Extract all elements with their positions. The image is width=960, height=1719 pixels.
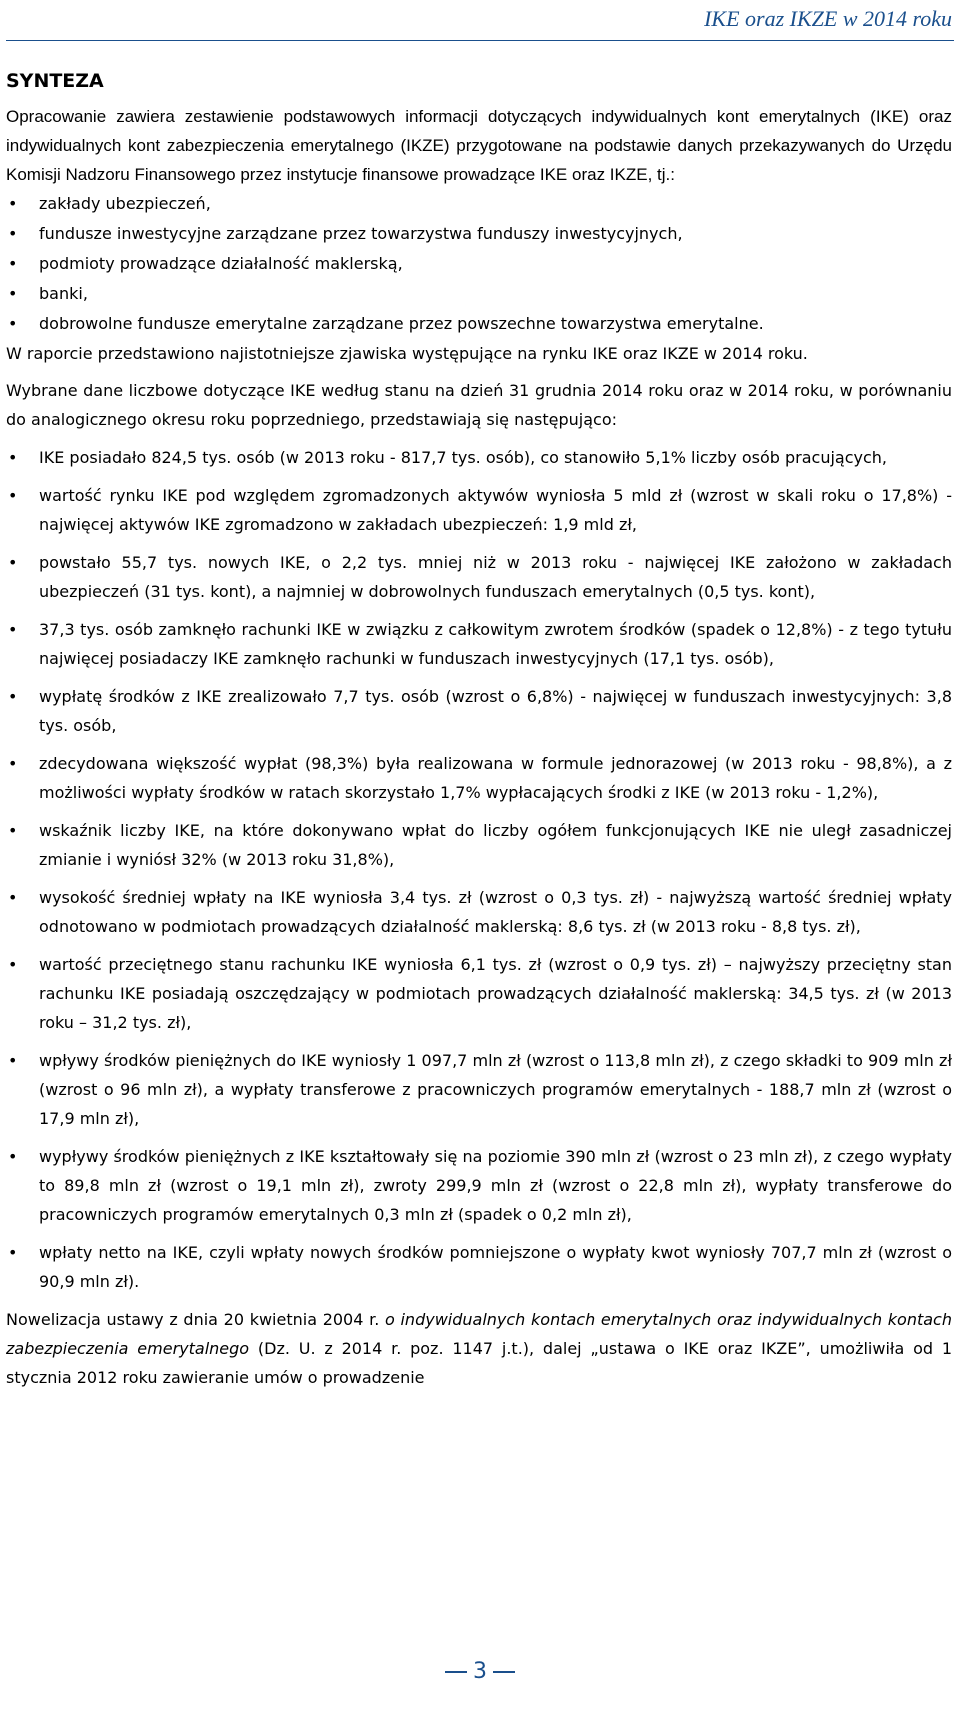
findings-list	[6, 443, 952, 1296]
list-item: • zakłady ubezpieczeń,	[6, 189, 952, 219]
list-item: • wpływy środków pieniężnych do IKE wyniosły 1 097,7 mln zł (wzrost o 113,8 mln zł), z czego składki to 909 mln zł (wzrost o 96 mln zł), a wypłaty transferowe z pracowniczych programów emerytalnych - 188,7 mln zł (wzrost o 17,9 mln zł),	[6, 1046, 952, 1133]
list-item: • wypłatę środków z IKE zrealizowało 7,7 tys. osób (wzrost o 6,8%) - najwięcej w funduszach inwestycyjnych: 3,8 tys. osób,	[6, 682, 952, 740]
list-item: • banki,	[6, 279, 952, 309]
page-footer	[0, 1659, 960, 1684]
running-header: IKE oraz IKZE w 2014 roku	[704, 6, 952, 31]
list-item: • wskaźnik liczby IKE, na które dokonywano wpłat do liczby ogółem funkcjonujących IKE nie uległ zasadniczej zmianie i wyniósł 32% (w 2013 roku 31,8%),	[6, 816, 952, 874]
list-item: • wypływy środków pieniężnych z IKE kształtowały się na poziomie 390 mln zł (wzrost o 23 mln zł), z czego wypłaty to 89,8 mln zł (wzrost o 19,1 mln zł), zwroty 299,9 mln zł (wzrost o 22,8 mln zł), wypłaty transferowe do pracowniczych programów emerytalnych 0,3 mln zł (spadek o 0,2 mln zł),	[6, 1142, 952, 1229]
list-item: • podmioty prowadzące działalność maklerską,	[6, 249, 952, 279]
act-title: o indywidualnych kontach emerytalnych oraz indywidualnych kontach zabezpieczenia emerytalnego	[6, 1310, 952, 1358]
footer-dash-right	[493, 1671, 515, 1673]
list-item: • fundusze inwestycyjne zarządzane przez towarzystwa funduszy inwestycyjnych,	[6, 219, 952, 249]
institutions-list	[6, 189, 952, 339]
closing-end: (Dz. U. z 2014 r. poz. 1147 j.t.), dalej „ustawa o IKE oraz IKZE”, umożliwiła od 1 stycznia 2012 roku zawieranie umów o prowadzenie	[6, 1339, 953, 1387]
page-number: 3	[473, 1659, 487, 1684]
list-item: • wartość przeciętnego stanu rachunku IKE wyniosła 6,1 tys. zł (wzrost o 0,9 tys. zł) – najwyższy przeciętny stan rachunku IKE posiadają oszczędzający w podmiotach prowadzących działalność maklerską: 34,5 tys. zł (w 2013 roku – 31,2 tys. zł),	[6, 950, 952, 1037]
closing-paragraph	[6, 1305, 952, 1392]
closing-start: Nowelizacja ustawy z dnia 20 kwietnia 2004 r.	[6, 1310, 385, 1329]
list-item: • wysokość średniej wpłaty na IKE wyniosła 3,4 tys. zł (wzrost o 0,3 tys. zł) - najwyższą wartość średniej wpłaty odnotowano w podmiotach prowadzących działalność maklerską: 8,6 tys. zł (w 2013 roku - 8,8 tys. zł),	[6, 883, 952, 941]
header-rule	[6, 40, 954, 41]
report-note: W raporcie przedstawiono najistotniejsze zjawiska występujące na rynku IKE oraz IKZE w 2014 roku.	[6, 344, 808, 363]
section-title: SYNTEZA	[6, 70, 104, 92]
intro-paragraph: Opracowanie zawiera zestawienie podstawowych informacji dotyczących indywidualnych kont emerytalnych (IKE) oraz indywidualnych kont zabezpieczenia emerytalnego (IKZE) przygotowane na podstawie danych przekazywanych do Urzędu Komisji Nadzoru Finansowego przez instytucje finansowe prowadzące IKE oraz IKZE, tj.:	[6, 107, 952, 184]
list-item: • 37,3 tys. osób zamknęło rachunki IKE w związku z całkowitym zwrotem środków (spadek o 12,8%) - z tego tytułu najwięcej posiadaczy IKE zamknęło rachunki w funduszach inwestycyjnych (17,1 tys. osób),	[6, 615, 952, 673]
list-item: • dobrowolne fundusze emerytalne zarządzane przez powszechne towarzystwa emerytalne.	[6, 309, 952, 339]
list-item: • IKE posiadało 824,5 tys. osób (w 2013 roku - 817,7 tys. osób), co stanowiło 5,1% liczby osób pracujących,	[6, 443, 952, 472]
list-item: • zdecydowana większość wypłat (98,3%) była realizowana w formule jednorazowej (w 2013 roku - 98,8%), a z możliwości wypłaty środków w ratach skorzystało 1,7% wypłacających środki z IKE (w 2013 roku - 1,2%),	[6, 749, 952, 807]
list-item: • wpłaty netto na IKE, czyli wpłaty nowych środków pomniejszone o wypłaty kwot wyniosły 707,7 mln zł (wzrost o 90,9 mln zł).	[6, 1238, 952, 1296]
list-item: • wartość rynku IKE pod względem zgromadzonych aktywów wyniosła 5 mld zł (wzrost w skali roku o 17,8%) - najwięcej aktywów IKE zgromadzono w zakładach ubezpieczeń: 1,9 mld zł,	[6, 481, 952, 539]
data-intro: Wybrane dane liczbowe dotyczące IKE według stanu na dzień 31 grudnia 2014 roku oraz w 2014 roku, w porównaniu do analogicznego okresu roku poprzedniego, przedstawiają się następująco:	[6, 381, 952, 429]
list-item: • powstało 55,7 tys. nowych IKE, o 2,2 tys. mniej niż w 2013 roku - najwięcej IKE założono w zakładach ubezpieczeń (31 tys. kont), a najmniej w dobrowolnych funduszach emerytalnych (0,5 tys. kont),	[6, 548, 952, 606]
page-content	[6, 70, 952, 1392]
footer-dash-left	[445, 1671, 467, 1673]
